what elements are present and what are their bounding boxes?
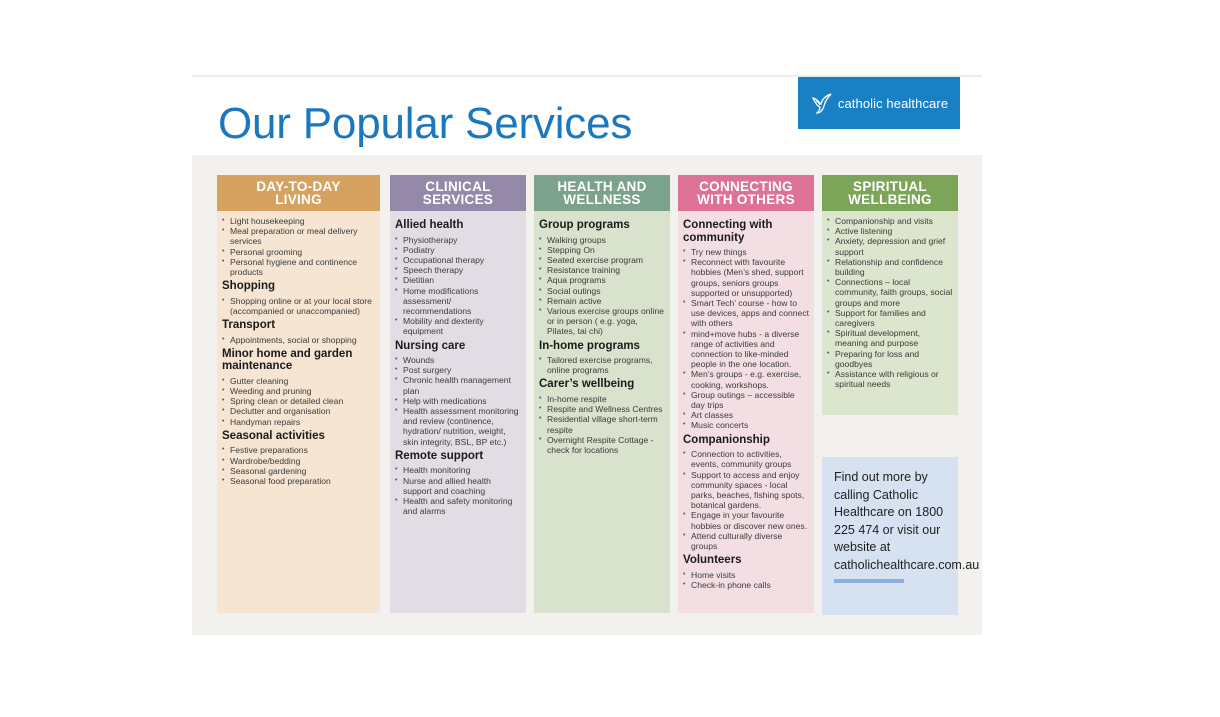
section-title: Shopping [222, 280, 276, 293]
list-item: • Handyman repairs [222, 417, 375, 427]
list-item: • Engage in your favourite hobbies or discover new ones. [683, 510, 809, 530]
list-item: • Overnight Respite Cottage - check for locations [539, 435, 665, 455]
list-item: • Chronic health management plan [395, 375, 521, 395]
header-line-1: CLINICAL [425, 178, 491, 194]
list-item: • Resistance training [539, 265, 665, 275]
list-item: • Social outings [539, 286, 665, 296]
list-item: • Assistance with religious or spiritual needs [827, 369, 953, 389]
column-header [534, 175, 670, 211]
list-item: • Seasonal food preparation [222, 476, 375, 486]
list-item: • Walking groups [539, 235, 665, 245]
column-header [822, 175, 958, 211]
list-item: • Personal hygiene and continence products [222, 257, 375, 277]
list-item: • Personal grooming [222, 247, 375, 257]
service-list [539, 235, 665, 337]
list-item: • Wounds [395, 355, 521, 365]
dove-logo-icon [810, 90, 836, 116]
services-flyer [192, 75, 982, 637]
header-line-2: LIVING [275, 192, 322, 207]
section-title: Carer’s wellbeing [539, 378, 635, 391]
column-header [678, 175, 814, 211]
service-list [222, 296, 375, 316]
list-item: • Preparing for loss and goodbyes [827, 349, 953, 369]
service-list [395, 235, 521, 337]
service-list [683, 247, 809, 431]
list-item: • Weeding and pruning [222, 386, 375, 396]
list-item: • Physiotherapy [395, 235, 521, 245]
list-item: • Declutter and organisation [222, 406, 375, 416]
list-item: • Check-in phone calls [683, 580, 809, 590]
section-title: Remote support [395, 449, 484, 462]
section-title: Minor home and garden maintenance [222, 347, 353, 373]
header-line-1: CONNECTING [699, 178, 793, 194]
service-list [222, 216, 375, 277]
section-title: Nursing care [395, 339, 466, 352]
header-line-1: DAY-TO-DAY [256, 178, 341, 194]
column-header [217, 175, 380, 211]
list-item: • Post surgery [395, 365, 521, 375]
list-item: • Seasonal gardening [222, 466, 375, 476]
list-item: • Relationship and confidence building [827, 257, 953, 277]
list-item: • Gutter cleaning [222, 376, 375, 386]
service-list [539, 394, 665, 455]
list-item: • In-home respite [539, 394, 665, 404]
list-item: • Connection to activities, events, community groups [683, 449, 809, 469]
list-item: • Podiatry [395, 245, 521, 255]
list-item: • Art classes [683, 410, 809, 420]
list-item: • Spring clean or detailed clean [222, 396, 375, 406]
list-item: • Aqua programs [539, 275, 665, 285]
section-title: In-home programs [539, 339, 640, 352]
list-item: • Try new things [683, 247, 809, 257]
list-item: • Seated exercise program [539, 255, 665, 265]
list-item: • Companionship and visits [827, 216, 953, 226]
service-list [395, 465, 521, 516]
header-line-2: WELLBEING [848, 192, 932, 207]
list-item: • Shopping online or at your local store (accompanied or unaccompanied) [222, 296, 375, 316]
logo-text: catholic healthcare [837, 95, 949, 111]
list-item: • Anxiety, depression and grief support [827, 236, 953, 256]
list-item: • Meal preparation or meal delivery services [222, 226, 375, 246]
section-title: Connecting with community [683, 219, 773, 244]
section-title: Transport [222, 319, 276, 332]
list-item: • Respite and Wellness Centres [539, 404, 665, 414]
list-item: • Health and safety monitoring and alarms [395, 496, 521, 516]
service-list [222, 335, 375, 345]
list-item: • Remain active [539, 296, 665, 306]
list-item: • Tailored exercise programs, online programs [539, 355, 665, 375]
service-list [395, 355, 521, 447]
list-item: • Nurse and allied health support and coaching [395, 476, 521, 496]
list-item: • Mobility and dexterity equipment [395, 316, 521, 336]
service-list [222, 376, 375, 427]
column-connecting-with-others [678, 175, 814, 613]
list-item: • Support to access and enjoy community spaces - local parks, beaches, fishing spots, botanical gardens. [683, 470, 809, 511]
column-health-and-wellness [534, 175, 670, 613]
list-item: • Occupational therapy [395, 255, 521, 265]
list-item: • Spiritual development, meaning and purpose [827, 328, 953, 348]
list-item: • Help with medications [395, 396, 521, 406]
list-item: • Residential village short-term respite [539, 414, 665, 434]
service-list [683, 570, 809, 590]
list-item: • Attend culturally diverse groups [683, 531, 809, 551]
list-item: • Men’s groups - e.g. exercise, cooking, workshops. [683, 369, 809, 389]
list-item: • Festive preparations [222, 445, 375, 455]
column-body [534, 211, 670, 613]
column-body [390, 211, 526, 613]
list-item: • Wardrobe/bedding [222, 456, 375, 466]
column-body [678, 211, 814, 613]
column-body [822, 211, 958, 415]
list-item: • Appointments, social or shopping [222, 335, 375, 345]
section-title: Allied health [395, 219, 464, 231]
list-item: • Reconnect with favourite hobbies (Men’s shed, support groups, seniors groups supported or unsupported) [683, 257, 809, 298]
column-header [390, 175, 526, 211]
header-line-2: SERVICES [422, 192, 494, 207]
list-item: • Health monitoring [395, 465, 521, 475]
list-item: • Speech therapy [395, 265, 521, 275]
services-panel [192, 155, 982, 635]
contact-text: Find out more by calling Catholic Healthcare on 1800 225 474 or visit our website at catholichealthcare.com.au [834, 470, 980, 572]
section-title: Volunteers [683, 554, 742, 567]
list-item: • Home visits [683, 570, 809, 580]
list-item: • Active listening [827, 226, 953, 236]
header-line-2: WITH OTHERS [697, 192, 795, 207]
list-item: • Health assessment monitoring and review (continence, hydration/ nutrition, weight, skin integrity, BSL, BP etc.) [395, 406, 521, 447]
service-list [539, 355, 665, 375]
list-item: • Light housekeeping [222, 216, 375, 226]
column-day-to-day-living [217, 175, 380, 613]
list-item: • Music concerts [683, 420, 809, 430]
service-list [827, 216, 953, 389]
column-clinical-services [390, 175, 526, 613]
page-title: Our Popular Services [218, 99, 633, 148]
list-item: • Various exercise groups online or in person ( e.g. yoga, Pilates, tai chi) [539, 306, 665, 337]
header-line-1: HEALTH AND [557, 178, 647, 194]
list-item: • Group outings – accessible day trips [683, 390, 809, 410]
list-item: • mind+move hubs - a diverse range of activities and connection to like-minded people in the one location. [683, 329, 809, 370]
list-item: • Stepping On [539, 245, 665, 255]
header-line-1: SPIRITUAL [853, 178, 927, 194]
header-line-2: WELLNESS [563, 192, 641, 207]
brand-logo [798, 77, 960, 129]
section-title: Seasonal activities [222, 429, 325, 442]
list-item: • Dietitian [395, 275, 521, 285]
column-body [217, 211, 380, 613]
list-item: • Connections – local community, faith groups, social groups and more [827, 277, 953, 308]
list-item: • Home modifications assessment/ recommendations [395, 286, 521, 317]
service-list [683, 449, 809, 551]
contact-box [822, 457, 980, 615]
section-title: Companionship [683, 433, 770, 446]
service-list [222, 445, 375, 486]
section-title: Group programs [539, 219, 630, 231]
list-item: • Smart Tech’ course - how to use devices, apps and connect with others [683, 298, 809, 329]
column-spiritual-wellbeing [822, 175, 958, 415]
link-underline [834, 579, 904, 583]
list-item: • Support for families and caregivers [827, 308, 953, 328]
